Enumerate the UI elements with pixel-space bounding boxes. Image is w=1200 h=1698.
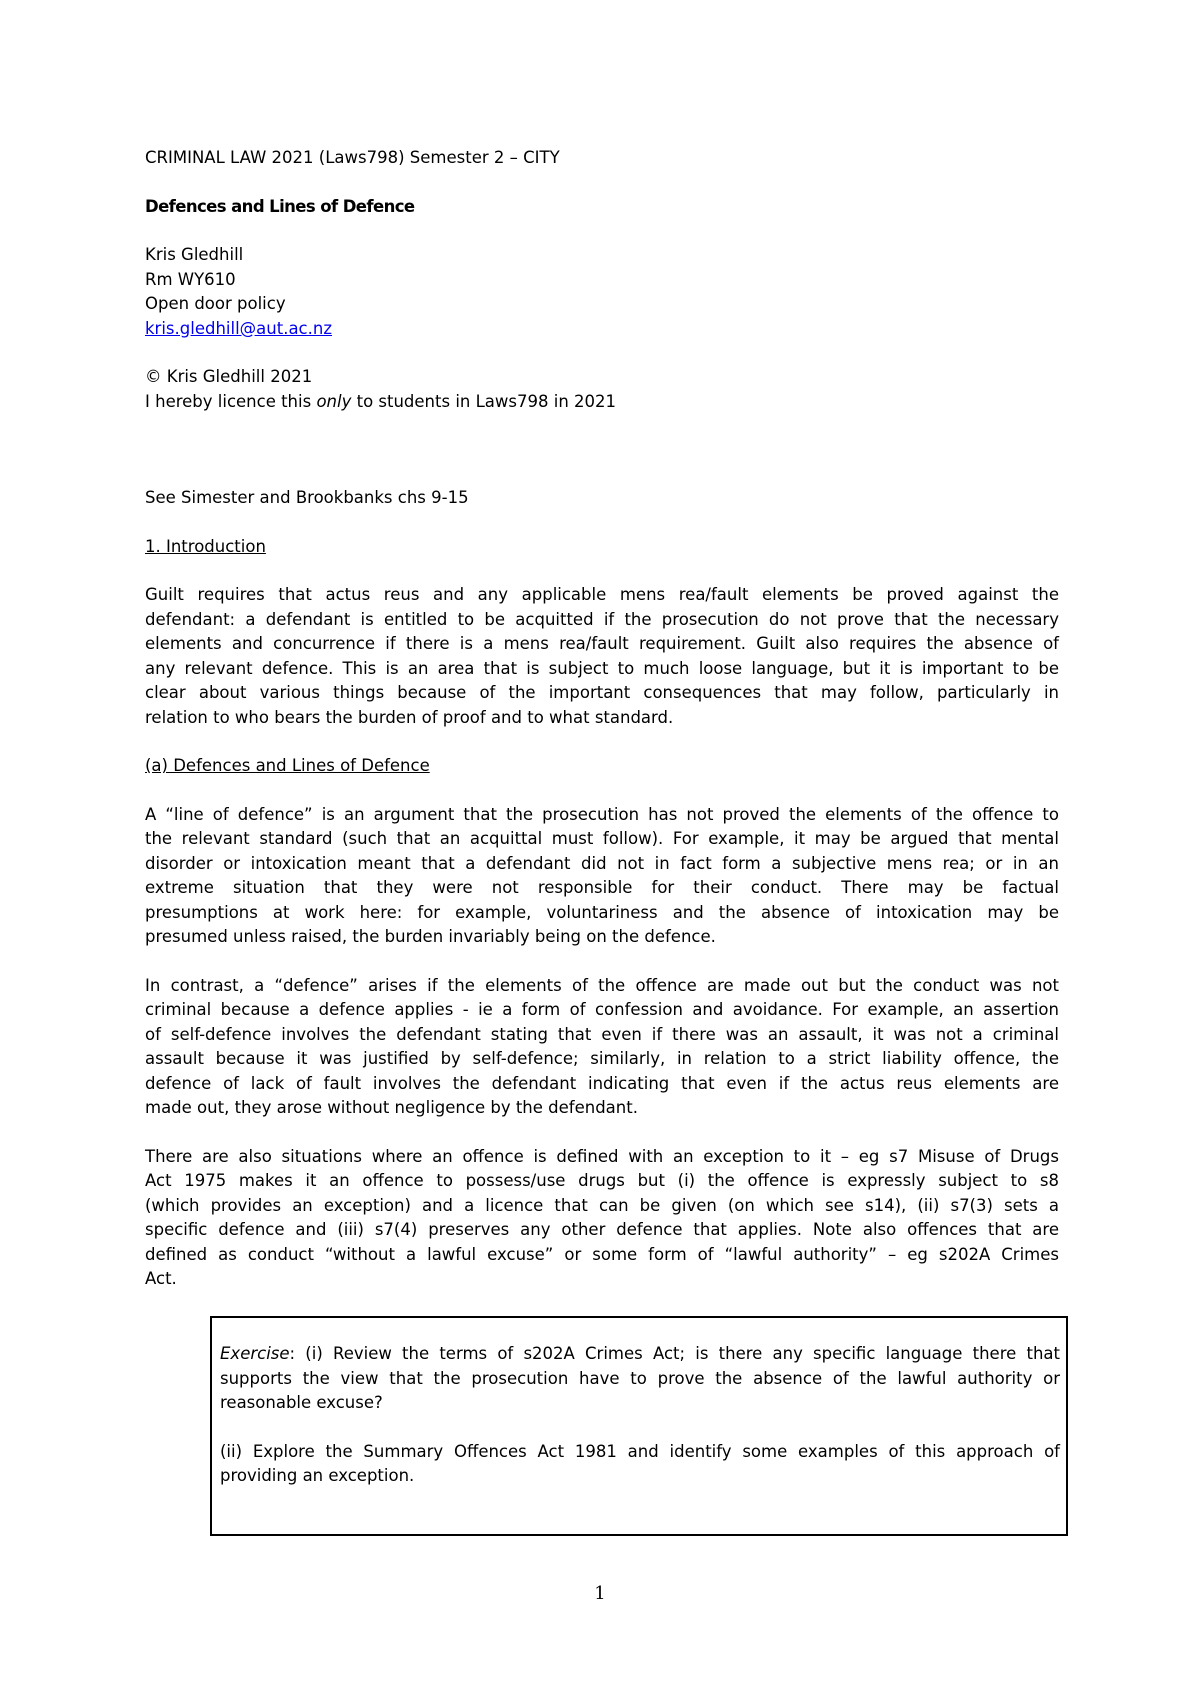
paragraph-line: elements and concurrence if there is a mens rea/fault requirement. Guilt also requires the absence of (145, 634, 1059, 653)
licence-text-start: I hereby licence this (145, 391, 317, 411)
paragraph-line: defendant: a defendant is entitled to be acquitted if the prosecution do not prove that the necessary (145, 609, 1059, 629)
exception-paragraph (145, 1145, 1059, 1292)
document-body (145, 146, 1059, 1316)
paragraph-line: presumed unless raised, the burden invariably being on the defence. (145, 927, 716, 946)
reading-reference: See Simester and Brookbanks chs 9-15 (145, 488, 469, 507)
paragraph-line: extreme situation that they were not responsible for their conduct. There may be factual (145, 878, 1059, 897)
exercise-line: reasonable excuse? (220, 1393, 383, 1412)
paragraph-line: the relevant standard (such that an acquittal must follow). For example, it may be argued that mental (145, 829, 1059, 848)
subsection-heading-defences: (a) Defences and Lines of Defence (145, 756, 430, 775)
line-of-defence-paragraph (145, 803, 1059, 950)
page-number: 1 (594, 1583, 606, 1604)
office-policy: Open door policy (145, 294, 286, 313)
paragraph-line: Guilt requires that actus reus and any applicable mens rea/fault elements be proved against the (145, 585, 1059, 604)
exercise-content (220, 1342, 1060, 1513)
section-heading-introduction: 1. Introduction (145, 536, 266, 556)
paragraph-line: made out, they arose without negligence by the defendant. (145, 1098, 638, 1117)
exercise-line: (ii) Explore the Summary Offences Act 1981 and identify some examples of this approach of (220, 1441, 1060, 1461)
paragraph-line: clear about various things because of the important consequences that may follow, particularly in (145, 683, 1059, 702)
page-title: Defences and Lines of Defence (145, 196, 415, 216)
licence-emphasis: only (316, 391, 352, 411)
exercise-part-one (220, 1342, 1060, 1416)
paragraph-line: defined as conduct “without a lawful excuse” or some form of “lawful authority” – eg s202A Crimes (145, 1244, 1059, 1264)
paragraph-line: There are also situations where an offence is defined with an exception to it – eg s7 Misuse of Drugs (145, 1146, 1059, 1166)
paragraph-line: relation to who bears the burden of proof and to what standard. (145, 707, 674, 727)
course-line: CRIMINAL LAW 2021 (Laws798) Semester 2 – CITY (145, 148, 560, 167)
exercise-line: supports the view that the prosecution have to prove the absence of the lawful authority or (220, 1368, 1060, 1388)
paragraph-line: (which provides an exception) and a licence that can be given (on which see s14), (ii) s7(3) sets a (145, 1195, 1059, 1215)
contact-block (145, 243, 1059, 341)
copyright-block (145, 365, 1059, 414)
exercise-line: providing an exception. (220, 1466, 415, 1485)
paragraph-line: disorder or intoxication meant that a defendant did not in fact form a subjective mens rea; or in an (145, 853, 1059, 873)
paragraph-line: assault because it was justified by self-defence; similarly, in relation to a strict liability offence, the (145, 1049, 1059, 1068)
exercise-label: Exercise (220, 1344, 290, 1363)
paragraph-line: of self-defence involves the defendant stating that even if there was an assault, it was not a criminal (145, 1024, 1059, 1044)
exercise-part-two (220, 1440, 1060, 1489)
paragraph-line: presumptions at work here: for example, voluntariness and the absence of intoxication may be (145, 902, 1059, 922)
paragraph-line: any relevant defence. This is an area that is subject to much loose language, but it is important to be (145, 658, 1059, 678)
defence-paragraph (145, 974, 1059, 1121)
paragraph-line: criminal because a defence applies - ie a form of confession and avoidance. For example, an assertion (145, 1000, 1059, 1019)
email-link[interactable]: kris.gledhill@aut.ac.nz (145, 318, 332, 338)
copyright-line: © Kris Gledhill 2021 (145, 367, 313, 386)
paragraph-line: A “line of defence” is an argument that the prosecution has not proved the elements of the offence to (145, 804, 1059, 824)
exercise-box (210, 1316, 1068, 1536)
paragraph-line: defence of lack of fault involves the defendant indicating that even if the actus reus elements are (145, 1073, 1059, 1093)
paragraph-line: specific defence and (iii) s7(4) preserves any other defence that applies. Note also offences that are (145, 1220, 1059, 1239)
licence-line (145, 390, 1059, 415)
licence-text-end: to students in Laws798 in 2021 (351, 391, 617, 411)
exercise-question-start: : (i) Review the terms of s202A Crimes Act; is there any specific language there that (289, 1344, 1060, 1363)
paragraph-line: Act 1975 makes it an offence to possess/use drugs but (i) the offence is expressly subject to s8 (145, 1171, 1059, 1190)
office-room: Rm WY610 (145, 269, 236, 289)
author-name: Kris Gledhill (145, 245, 244, 264)
paragraph-line: Act. (145, 1269, 177, 1288)
introduction-paragraph (145, 583, 1059, 730)
paragraph-line: In contrast, a “defence” arises if the elements of the offence are made out but the conduct was not (145, 975, 1059, 995)
exercise-line (220, 1342, 1060, 1367)
